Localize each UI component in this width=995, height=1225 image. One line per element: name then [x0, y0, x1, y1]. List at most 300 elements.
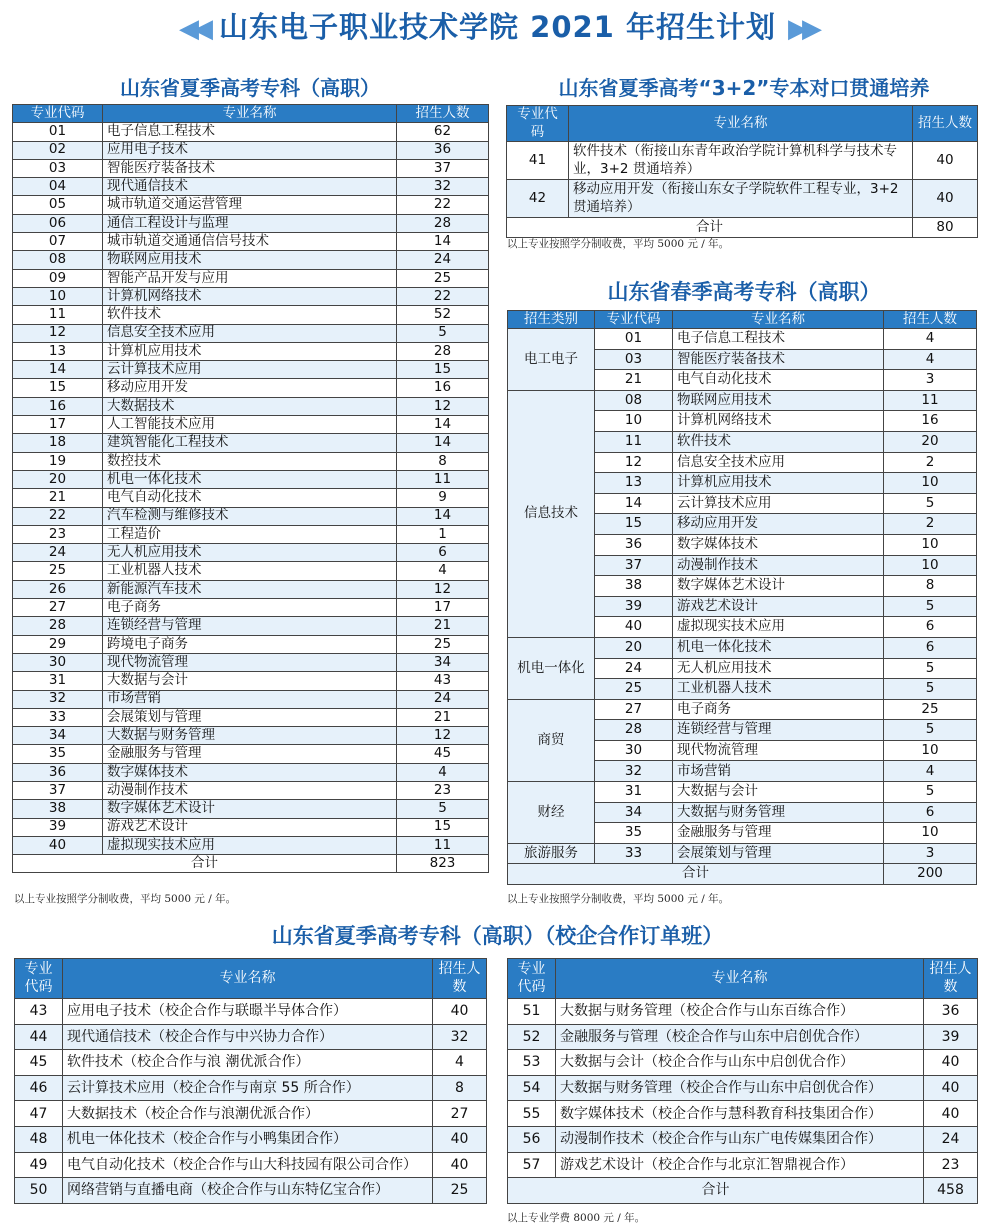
- cell-name: 动漫制作技术: [673, 555, 884, 576]
- cell-name: 电气自动化技术（校企合作与山大科技园有限公司合作）: [63, 1152, 433, 1178]
- cell-code: 04: [13, 178, 103, 196]
- total-value: 80: [913, 218, 978, 238]
- cell-count: 24: [397, 690, 489, 708]
- cell-code: 24: [595, 658, 673, 679]
- cell-name: 软件技术: [103, 306, 397, 324]
- table-row: [13, 836, 489, 854]
- table-row: [13, 141, 489, 159]
- cell-code: 41: [507, 142, 569, 180]
- table-row: [13, 159, 489, 177]
- cell-code: 50: [15, 1178, 63, 1204]
- cell-name: 云计算技术应用（校企合作与南京 55 所合作）: [63, 1075, 433, 1101]
- table-row: [13, 653, 489, 671]
- cell-name: 现代物流管理: [673, 740, 884, 761]
- cell-count: 36: [924, 999, 978, 1025]
- table-row: [15, 1126, 487, 1152]
- cell-count: 14: [397, 434, 489, 452]
- cell-code: 33: [595, 843, 673, 864]
- cell-code: 21: [13, 489, 103, 507]
- s1-table: [12, 104, 489, 873]
- cell-code: 35: [595, 823, 673, 844]
- s2-note: 以上专业按照学分制收费，平均 5000 元 / 年。: [507, 238, 730, 250]
- table-row: [13, 727, 489, 745]
- cell-code: 36: [595, 534, 673, 555]
- table-row: [13, 672, 489, 690]
- table-row: [508, 1152, 978, 1178]
- cell-code: 15: [13, 379, 103, 397]
- cell-name: 金融服务与管理: [673, 823, 884, 844]
- cell-count: 4: [397, 562, 489, 580]
- cell-count: 15: [397, 818, 489, 836]
- cell-name: 市场营销: [103, 690, 397, 708]
- cell-count: 40: [433, 1152, 487, 1178]
- total-row: [508, 1178, 978, 1204]
- table-row: [13, 361, 489, 379]
- cell-count: 24: [397, 251, 489, 269]
- table-row: [13, 745, 489, 763]
- table-row: [507, 142, 978, 180]
- cell-code: 22: [13, 507, 103, 525]
- cell-count: 22: [397, 287, 489, 305]
- cell-count: 5: [884, 493, 977, 514]
- table-row: [13, 324, 489, 342]
- cell-code: 45: [15, 1050, 63, 1076]
- cell-code: 12: [595, 452, 673, 473]
- table-row: [13, 342, 489, 360]
- cell-code: 28: [13, 617, 103, 635]
- cell-name: 大数据与财务管理: [103, 727, 397, 745]
- total-row: [13, 855, 489, 873]
- table-row: [13, 818, 489, 836]
- table-row: [508, 999, 978, 1025]
- right-chevron-icon: ▶▶: [787, 14, 816, 44]
- s3-title: 山东省春季高考专科（高职）: [607, 280, 881, 304]
- cell-name: 信息安全技术应用: [103, 324, 397, 342]
- cell-name: 大数据与财务管理（校企合作与山东中启创优合作）: [556, 1075, 924, 1101]
- cell-count: 11: [397, 836, 489, 854]
- cell-name: 计算机应用技术: [673, 473, 884, 494]
- cell-name: 电子商务: [103, 599, 397, 617]
- cell-name: 移动应用开发: [673, 514, 884, 535]
- cell-name: 会展策划与管理: [673, 843, 884, 864]
- cell-name: 智能医疗装备技术: [673, 349, 884, 370]
- cell-name: 应用电子技术: [103, 141, 397, 159]
- cell-code: 38: [595, 576, 673, 597]
- header-count: 招生人数: [397, 105, 489, 123]
- table-row: [508, 1024, 978, 1050]
- cell-code: 11: [595, 431, 673, 452]
- cell-name: 市场营销: [673, 761, 884, 782]
- cell-name: 大数据与会计: [673, 782, 884, 803]
- cell-name: 跨境电子商务: [103, 635, 397, 653]
- cell-count: 5: [884, 679, 977, 700]
- total-value: 458: [924, 1178, 978, 1204]
- cell-count: 5: [884, 720, 977, 741]
- total-row: [508, 864, 977, 885]
- cell-category: 旅游服务: [508, 843, 595, 864]
- cell-name: 数控技术: [103, 452, 397, 470]
- cell-count: 52: [397, 306, 489, 324]
- cell-code: 36: [13, 763, 103, 781]
- cell-name: 信息安全技术应用: [673, 452, 884, 473]
- cell-code: 57: [508, 1152, 556, 1178]
- cell-count: 1: [397, 525, 489, 543]
- cell-name: 移动应用开发: [103, 379, 397, 397]
- table-row: [13, 214, 489, 232]
- cell-name: 虚拟现实技术应用: [103, 836, 397, 854]
- cell-name: 人工智能技术应用: [103, 416, 397, 434]
- s1-title: 山东省夏季高考专科（高职）: [120, 76, 380, 100]
- s4-title: 山东省夏季高考专科（高职）（校企合作订单班）: [271, 924, 724, 948]
- cell-code: 30: [13, 653, 103, 671]
- cell-code: 40: [595, 617, 673, 638]
- cell-count: 14: [397, 507, 489, 525]
- s4-right-table: [507, 958, 978, 1204]
- cell-code: 11: [13, 306, 103, 324]
- table-row: [15, 1075, 487, 1101]
- s4-left-table: [14, 958, 487, 1204]
- cell-code: 14: [595, 493, 673, 514]
- cell-code: 32: [595, 761, 673, 782]
- cell-count: 4: [884, 329, 977, 350]
- table-row: [13, 690, 489, 708]
- cell-code: 55: [508, 1101, 556, 1127]
- cell-count: 11: [884, 390, 977, 411]
- cell-name: 无人机应用技术: [103, 544, 397, 562]
- cell-count: 5: [884, 658, 977, 679]
- cell-name: 大数据技术（校企合作与浪潮优派合作）: [63, 1101, 433, 1127]
- cell-name: 连锁经营与管理: [673, 720, 884, 741]
- cell-count: 43: [397, 672, 489, 690]
- cell-name: 电子商务: [673, 699, 884, 720]
- cell-code: 32: [13, 690, 103, 708]
- header-name: 专业名称: [103, 105, 397, 123]
- header-name: 专业名称: [63, 959, 433, 999]
- cell-count: 10: [884, 823, 977, 844]
- cell-name: 电气自动化技术: [103, 489, 397, 507]
- table-row: [508, 699, 977, 720]
- s3-table: [507, 310, 977, 885]
- cell-code: 46: [15, 1075, 63, 1101]
- total-label: 合计: [508, 864, 884, 885]
- total-value: 823: [397, 855, 489, 873]
- header-code: 专业代码: [595, 311, 673, 329]
- cell-code: 38: [13, 800, 103, 818]
- s3-note: 以上专业按照学分制收费，平均 5000 元 / 年。: [507, 893, 730, 905]
- cell-count: 37: [397, 159, 489, 177]
- cell-count: 40: [924, 1050, 978, 1076]
- cell-code: 31: [595, 782, 673, 803]
- cell-count: 8: [397, 452, 489, 470]
- cell-count: 4: [433, 1050, 487, 1076]
- table-row: [13, 800, 489, 818]
- cell-code: 53: [508, 1050, 556, 1076]
- table-row: [508, 1075, 978, 1101]
- cell-code: 40: [13, 836, 103, 854]
- cell-code: 42: [507, 180, 569, 218]
- cell-code: 44: [15, 1024, 63, 1050]
- header-code: 专业代码: [508, 959, 556, 999]
- cell-code: 24: [13, 544, 103, 562]
- header-name: 专业名称: [556, 959, 924, 999]
- cell-code: 20: [595, 637, 673, 658]
- cell-count: 62: [397, 123, 489, 141]
- cell-category: 电工电子: [508, 329, 595, 391]
- cell-code: 03: [13, 159, 103, 177]
- cell-code: 35: [13, 745, 103, 763]
- cell-count: 6: [884, 802, 977, 823]
- cell-count: 10: [884, 534, 977, 555]
- cell-count: 14: [397, 416, 489, 434]
- cell-name: 新能源汽车技术: [103, 580, 397, 598]
- cell-code: 01: [13, 123, 103, 141]
- cell-code: 19: [13, 452, 103, 470]
- cell-name: 大数据与会计（校企合作与山东中启创优合作）: [556, 1050, 924, 1076]
- cell-category: 机电一体化: [508, 637, 595, 699]
- cell-count: 17: [397, 599, 489, 617]
- table-row: [508, 390, 977, 411]
- cell-count: 10: [884, 740, 977, 761]
- cell-count: 5: [397, 800, 489, 818]
- table-row: [13, 489, 489, 507]
- cell-code: 31: [13, 672, 103, 690]
- table-row: [13, 617, 489, 635]
- cell-name: 建筑智能化工程技术: [103, 434, 397, 452]
- table-row: [507, 180, 978, 218]
- cell-code: 07: [13, 233, 103, 251]
- cell-count: 20: [884, 431, 977, 452]
- cell-code: 37: [13, 781, 103, 799]
- table-row: [13, 379, 489, 397]
- table-row: [13, 544, 489, 562]
- table-row: [13, 507, 489, 525]
- cell-count: 9: [397, 489, 489, 507]
- cell-name: 汽车检测与维修技术: [103, 507, 397, 525]
- cell-count: 8: [433, 1075, 487, 1101]
- cell-code: 23: [13, 525, 103, 543]
- cell-code: 37: [595, 555, 673, 576]
- cell-count: 39: [924, 1024, 978, 1050]
- s2-table: [506, 105, 978, 238]
- cell-count: 23: [397, 781, 489, 799]
- cell-category: 商贸: [508, 699, 595, 781]
- cell-count: 32: [397, 178, 489, 196]
- table-row: [13, 562, 489, 580]
- cell-name: 会展策划与管理: [103, 708, 397, 726]
- cell-code: 08: [595, 390, 673, 411]
- cell-code: 30: [595, 740, 673, 761]
- cell-count: 3: [884, 370, 977, 391]
- cell-category: 信息技术: [508, 390, 595, 637]
- table-row: [508, 1050, 978, 1076]
- cell-name: 金融服务与管理（校企合作与山东中启创优合作）: [556, 1024, 924, 1050]
- table-row: [15, 1024, 487, 1050]
- cell-count: 40: [913, 180, 978, 218]
- cell-count: 40: [913, 142, 978, 180]
- cell-name: 工程造价: [103, 525, 397, 543]
- cell-name: 动漫制作技术（校企合作与山东广电传媒集团合作）: [556, 1126, 924, 1152]
- cell-code: 17: [13, 416, 103, 434]
- cell-code: 27: [595, 699, 673, 720]
- cell-count: 40: [924, 1075, 978, 1101]
- cell-code: 15: [595, 514, 673, 535]
- main-title-text: 山东电子职业技术学院 2021 年招生计划: [219, 10, 776, 44]
- table-row: [13, 178, 489, 196]
- cell-code: 48: [15, 1126, 63, 1152]
- cell-code: 28: [595, 720, 673, 741]
- cell-code: 03: [595, 349, 673, 370]
- cell-code: 02: [13, 141, 103, 159]
- cell-code: 08: [13, 251, 103, 269]
- cell-count: 15: [397, 361, 489, 379]
- cell-code: 21: [595, 370, 673, 391]
- cell-name: 物联网应用技术: [103, 251, 397, 269]
- table-row: [13, 269, 489, 287]
- cell-name: 机电一体化技术: [673, 637, 884, 658]
- cell-count: 4: [884, 349, 977, 370]
- cell-count: 28: [397, 214, 489, 232]
- cell-code: 09: [13, 269, 103, 287]
- cell-code: 26: [13, 580, 103, 598]
- cell-count: 5: [884, 596, 977, 617]
- cell-name: 移动应用开发（衔接山东女子学院软件工程专业，3+2 贯通培养）: [569, 180, 913, 218]
- cell-name: 数字媒体艺术设计: [103, 800, 397, 818]
- cell-name: 计算机应用技术: [103, 342, 397, 360]
- table-row: [508, 843, 977, 864]
- cell-count: 36: [397, 141, 489, 159]
- cell-name: 电子信息工程技术: [103, 123, 397, 141]
- total-value: 200: [884, 864, 977, 885]
- cell-name: 城市轨道交通通信信号技术: [103, 233, 397, 251]
- cell-count: 40: [924, 1101, 978, 1127]
- cell-count: 5: [884, 782, 977, 803]
- left-chevron-icon: ◀◀: [179, 14, 208, 44]
- cell-name: 云计算技术应用: [673, 493, 884, 514]
- cell-name: 计算机网络技术: [673, 411, 884, 432]
- cell-count: 6: [884, 637, 977, 658]
- total-label: 合计: [508, 1178, 924, 1204]
- cell-name: 大数据与财务管理（校企合作与山东百练合作）: [556, 999, 924, 1025]
- cell-code: 33: [13, 708, 103, 726]
- cell-name: 虚拟现实技术应用: [673, 617, 884, 638]
- cell-count: 28: [397, 342, 489, 360]
- cell-name: 大数据与会计: [103, 672, 397, 690]
- cell-name: 机电一体化技术: [103, 470, 397, 488]
- header-code: 专业代码: [507, 106, 569, 142]
- table-row: [13, 123, 489, 141]
- cell-code: 16: [13, 397, 103, 415]
- cell-count: 6: [397, 544, 489, 562]
- table-row: [13, 708, 489, 726]
- cell-code: 51: [508, 999, 556, 1025]
- table-row: [15, 1101, 487, 1127]
- cell-count: 25: [397, 269, 489, 287]
- cell-name: 游戏艺术设计: [673, 596, 884, 617]
- cell-name: 游戏艺术设计: [103, 818, 397, 836]
- cell-name: 数字媒体艺术设计: [673, 576, 884, 597]
- table-row: [13, 416, 489, 434]
- cell-name: 数字媒体技术: [103, 763, 397, 781]
- cell-name: 工业机器人技术: [673, 679, 884, 700]
- table-row: [508, 329, 977, 350]
- cell-code: 43: [15, 999, 63, 1025]
- table-row: [13, 763, 489, 781]
- table-row: [508, 1101, 978, 1127]
- s4-note: 以上专业学费 8000 元 / 年。: [507, 1212, 646, 1224]
- header-count: 招生人数: [433, 959, 487, 999]
- cell-code: 47: [15, 1101, 63, 1127]
- cell-code: 13: [595, 473, 673, 494]
- s2-title: 山东省夏季高考“3+2”专本对口贯通培养: [558, 76, 930, 100]
- cell-name: 云计算技术应用: [103, 361, 397, 379]
- table-row: [15, 1152, 487, 1178]
- cell-code: 10: [13, 287, 103, 305]
- cell-count: 32: [433, 1024, 487, 1050]
- cell-name: 软件技术（衔接山东青年政治学院计算机科学与技术专业，3+2 贯通培养）: [569, 142, 913, 180]
- cell-code: 14: [13, 361, 103, 379]
- table-row: [13, 287, 489, 305]
- cell-name: 数字媒体技术: [673, 534, 884, 555]
- cell-name: 动漫制作技术: [103, 781, 397, 799]
- cell-name: 电子信息工程技术: [673, 329, 884, 350]
- cell-code: 39: [595, 596, 673, 617]
- cell-count: 10: [884, 473, 977, 494]
- cell-code: 06: [13, 214, 103, 232]
- cell-count: 40: [433, 1126, 487, 1152]
- cell-name: 计算机网络技术: [103, 287, 397, 305]
- cell-name: 机电一体化技术（校企合作与小鸭集团合作）: [63, 1126, 433, 1152]
- cell-name: 城市轨道交通运营管理: [103, 196, 397, 214]
- cell-code: 01: [595, 329, 673, 350]
- cell-code: 34: [13, 727, 103, 745]
- main-title: [0, 5, 995, 49]
- cell-name: 连锁经营与管理: [103, 617, 397, 635]
- table-row: [13, 635, 489, 653]
- cell-count: 6: [884, 617, 977, 638]
- cell-name: 数字媒体技术（校企合作与慧科教育科技集团合作）: [556, 1101, 924, 1127]
- table-row: [15, 1178, 487, 1204]
- s1-note: 以上专业按照学分制收费，平均 5000 元 / 年。: [14, 893, 237, 905]
- cell-count: 24: [924, 1126, 978, 1152]
- header-code: 专业代码: [15, 959, 63, 999]
- cell-name: 通信工程设计与监理: [103, 214, 397, 232]
- cell-count: 12: [397, 397, 489, 415]
- cell-name: 游戏艺术设计（校企合作与北京汇智鼎视合作）: [556, 1152, 924, 1178]
- cell-count: 27: [433, 1101, 487, 1127]
- cell-count: 4: [884, 761, 977, 782]
- cell-count: 34: [397, 653, 489, 671]
- cell-name: 智能医疗装备技术: [103, 159, 397, 177]
- cell-code: 29: [13, 635, 103, 653]
- cell-count: 12: [397, 580, 489, 598]
- cell-name: 现代通信技术（校企合作与中兴协力合作）: [63, 1024, 433, 1050]
- cell-name: 软件技术: [673, 431, 884, 452]
- table-row: [13, 434, 489, 452]
- cell-count: 40: [433, 999, 487, 1025]
- table-row: [508, 637, 977, 658]
- cell-name: 大数据与财务管理: [673, 802, 884, 823]
- cell-code: 05: [13, 196, 103, 214]
- cell-category: 财经: [508, 782, 595, 844]
- table-row: [13, 306, 489, 324]
- cell-name: 物联网应用技术: [673, 390, 884, 411]
- total-row: [507, 218, 978, 238]
- header-name: 专业名称: [673, 311, 884, 329]
- cell-code: 56: [508, 1126, 556, 1152]
- table-row: [13, 781, 489, 799]
- cell-name: 现代物流管理: [103, 653, 397, 671]
- header-count: 招生人数: [924, 959, 978, 999]
